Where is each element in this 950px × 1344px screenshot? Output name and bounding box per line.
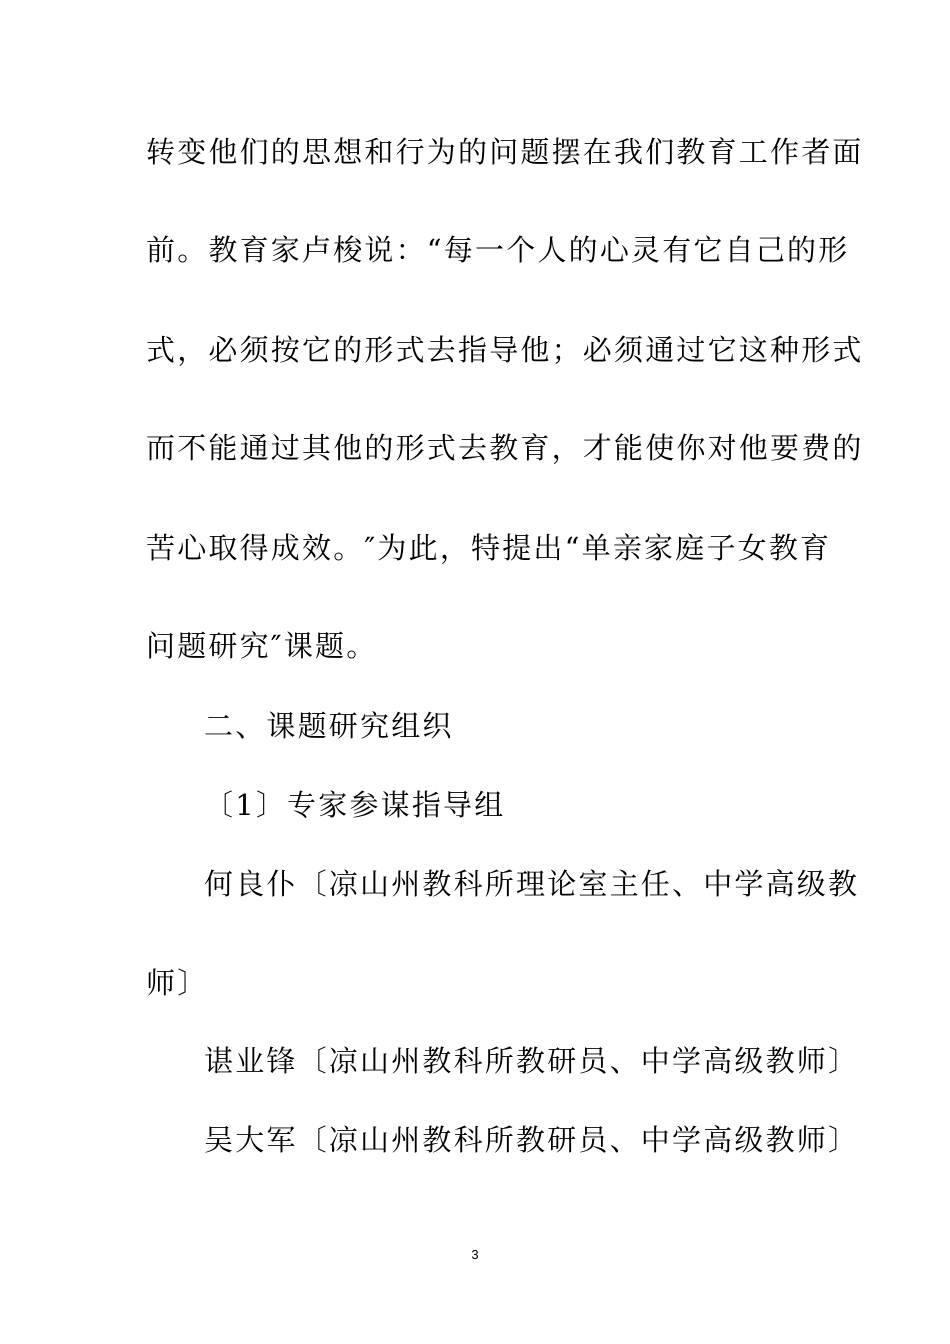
paragraph-line-2: 前。教育家卢梭说：“每一个人的心灵有它自己的形: [146, 233, 850, 267]
paragraph-line-4: 而不能通过其他的形式去教育，才能使你对他要费的: [146, 431, 864, 465]
member-1-line-2: 师〕: [146, 966, 209, 1000]
paragraph-line-1: 转变他们的思想和行为的问题摆在我们教育工作者面: [146, 135, 864, 169]
paragraph-line-5: 苦心取得成效。″为此，特提出“单亲家庭子女教育: [146, 531, 832, 565]
paragraph-line-6: 问题研究″课题。: [146, 629, 378, 663]
subsection-heading: 〔1〕专家参谋指导组: [204, 788, 506, 822]
page-number: 3: [471, 1247, 479, 1262]
member-3: 吴大军〔凉山州教科所教研员、中学高级教师〕: [204, 1123, 860, 1157]
member-2: 谌业锋〔凉山州教科所教研员、中学高级教师〕: [204, 1044, 860, 1078]
member-1-line-1: 何良仆〔凉山州教科所理论室主任、中学高级教: [204, 867, 860, 901]
section-heading: 二、课题研究组织: [204, 709, 454, 743]
paragraph-line-3: 式，必须按它的形式去指导他；必须通过它这种形式: [146, 333, 864, 367]
